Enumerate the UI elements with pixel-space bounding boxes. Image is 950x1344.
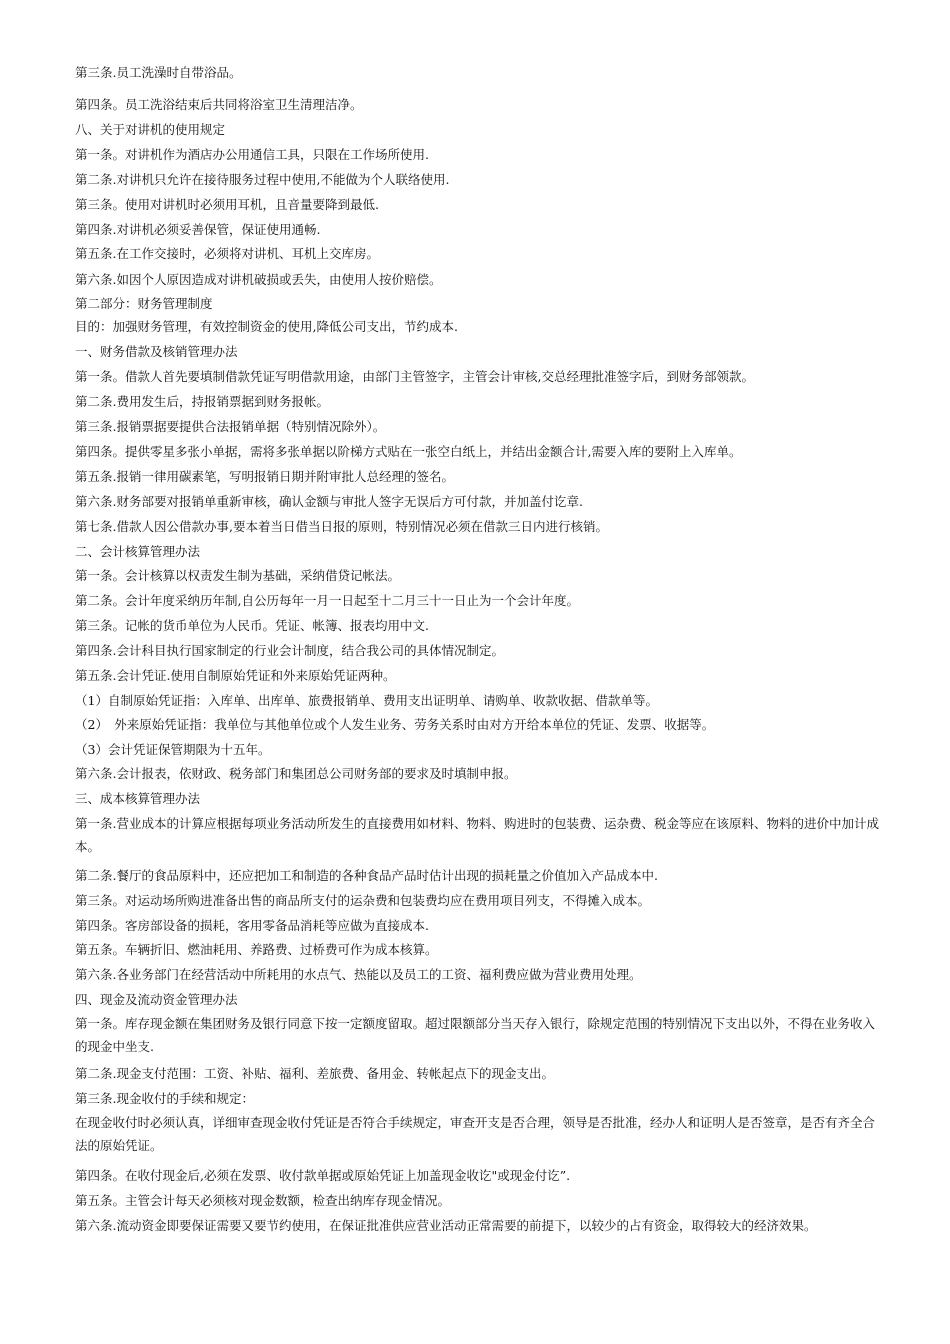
paragraph-39: 第二条.现金支付范围：工资、补贴、福利、差旅费、备用金、转帐起点下的现金支出。 <box>75 1066 554 1081</box>
paragraph-2: 第四条。员工洗浴结束后共同将浴室卫生清理洁净。 <box>75 97 363 112</box>
paragraph-31: 第一条.营业成本的计算应根据每项业务活动所发生的直接费用如材料、物料、购进时的包装费、运杂费、税金等应在该原料、物料的进价中加计成本。 <box>75 816 879 854</box>
paragraph-11: 目的：加强财务管理，有效控制资金的使用,降低公司支出，节约成本. <box>75 319 458 334</box>
paragraph-29: 第六条.会计报表，依财政、税务部门和集团总公司财务部的要求及时填制申报。 <box>75 766 517 781</box>
paragraph-40: 第三条.现金收付的手续和规定： <box>75 1091 254 1106</box>
paragraph-12: 一、财务借款及核销管理办法 <box>75 344 238 359</box>
paragraph-43: 第五条。主管会计每天必须核对现金数额，检查出纳库存现金情况。 <box>75 1193 451 1208</box>
paragraph-22: 第二条。会计年度采纳历年制,自公历每年一月一日起至十二月三十一日止为一个会计年度。 <box>75 593 579 608</box>
paragraph-33: 第三条。对运动场所购进准备出售的商品所支付的运杂费和包装费均应在费用项目列支，不得摊入成本。 <box>75 893 651 908</box>
paragraph-14: 第二条.费用发生后，持报销票据到财务报帐。 <box>75 394 329 409</box>
paragraph-26: （1）自制原始凭证指：入库单、出库单、旅费报销单、费用支出证明单、请购单、收款收据、借款单等。 <box>75 693 658 708</box>
paragraph-16: 第四条。提供零星多张小单据，需将多张单据以阶梯方式贴在一张空白纸上，并结出金额合计,需要入库的要附上入库单。 <box>75 444 742 459</box>
paragraph-19: 第七条.借款人因公借款办事,要本着当日借当日报的原则，特别情况必须在借款三日内进行核销。 <box>75 519 608 534</box>
paragraph-38: 第一条。库存现金额在集团财务及银行同意下按一定额度留取。超过限额部分当天存入银行，除规定范围的特别情况下支出以外，不得在业务收入的现金中坐支. <box>75 1016 876 1054</box>
paragraph-23: 第三条。记帐的货币单位为人民币。凭证、帐簿、报表均用中文. <box>75 618 429 633</box>
paragraph-37: 四、现金及流动资金管理办法 <box>75 992 238 1007</box>
paragraph-36: 第六条.各业务部门在经营活动中所耗用的水点气、热能以及员工的工资、福利费应做为营业费用处理。 <box>75 967 642 982</box>
paragraph-30: 三、成本核算管理办法 <box>75 791 201 806</box>
paragraph-18: 第六条.财务部要对报销单重新审核，确认金额与审批人签字无误后方可付款，并加盖付讫章. <box>75 494 583 509</box>
paragraph-4: 第一条。对讲机作为酒店办公用通信工具，只限在工作场所使用. <box>75 147 429 162</box>
paragraph-15: 第三条.报销票据要提供合法报销单据（特别情况除外）。 <box>75 419 386 434</box>
paragraph-10: 第二部分：财务管理制度 <box>75 296 213 311</box>
paragraph-27: （2） 外来原始凭证指：我单位与其他单位或个人发生业务、劳务关系时由对方开给本单位的凭证、发票、收据等。 <box>75 717 715 732</box>
paragraph-3: 八、关于对讲机的使用规定 <box>75 122 226 137</box>
paragraph-28: （3）会计凭证保管期限为十五年。 <box>75 742 271 757</box>
paragraph-35: 第五条。车辆折旧、燃油耗用、养路费、过桥费可作为成本核算。 <box>75 942 438 957</box>
paragraph-44: 第六条.流动资金即要保证需要又要节约使用，在保证批准供应营业活动正常需要的前提下，以较少的占有资金，取得较大的经济效果。 <box>75 1218 817 1233</box>
paragraph-5: 第二条.对讲机只允许在接待服务过程中使用,不能做为个人联络使用. <box>75 172 450 187</box>
paragraph-6: 第三条。使用对讲机时必须用耳机，且音量要降到最低. <box>75 197 379 212</box>
paragraph-34: 第四条。客房部设备的损耗，客用零备品消耗等应做为直接成本. <box>75 918 429 933</box>
paragraph-7: 第四条.对讲机必须妥善保管，保证使用通畅. <box>75 222 321 237</box>
paragraph-41: 在现金收付时必须认真，详细审查现金收付凭证是否符合手续规定，审查开支是否合理，领导是否批准，经办人和证明人是否签章，是否有齐全合法的原始凭证。 <box>75 1115 876 1153</box>
paragraph-1: 第三条.员工洗澡时自带浴品。 <box>75 65 242 80</box>
paragraph-25: 第五条.会计凭证.使用自制原始凭证和外来原始凭证两种。 <box>75 668 396 683</box>
paragraph-21: 第一条。会计核算以权责发生制为基础，采纳借贷记帐法。 <box>75 568 401 583</box>
paragraph-8: 第五条.在工作交接时，必须将对讲机、耳机上交库房。 <box>75 246 379 261</box>
paragraph-32: 第二条.餐厅的食品原料中，还应把加工和制造的各种食品产品时估计出现的损耗量之价值加入产品成本中. <box>75 868 658 883</box>
paragraph-42: 第四条。在收付现金后,必须在发票、收付款单据或原始凭证上加盖现金收讫"或现金付讫”. <box>75 1168 571 1183</box>
paragraph-24: 第四条.会计科目执行国家制定的行业会计制度，结合我公司的具体情况制定。 <box>75 643 504 658</box>
paragraph-20: 二、会计核算管理办法 <box>75 544 201 559</box>
paragraph-13: 第一条。借款人首先要填制借款凭证写明借款用途，由部门主管签字，主管会计审核,交总经理批准签字后，到财务部领款。 <box>75 369 754 384</box>
paragraph-17: 第五条.报销一律用碳素笔，写明报销日期并附审批人总经理的签名。 <box>75 469 454 484</box>
paragraph-9: 第六条.如因个人原因造成对讲机破损或丢失，由使用人按价赔偿。 <box>75 272 442 287</box>
